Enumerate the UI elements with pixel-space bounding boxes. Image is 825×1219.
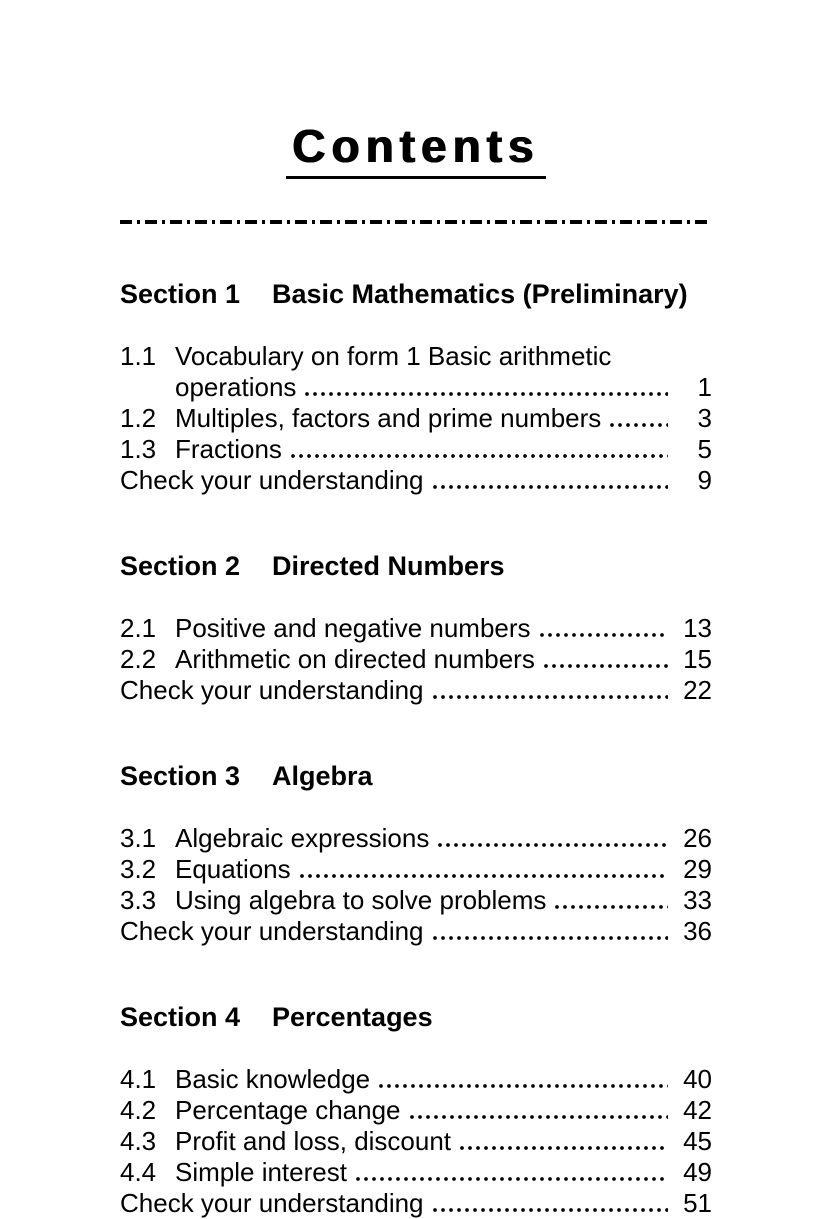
leader-dots bbox=[608, 403, 668, 434]
toc-entry bbox=[120, 1095, 712, 1126]
entry-title: Equations bbox=[175, 853, 291, 884]
entry-page: 1 bbox=[697, 371, 712, 402]
entry-page: 40 bbox=[683, 1063, 712, 1094]
section-title: Percentages bbox=[272, 1001, 433, 1032]
check-understanding-entry bbox=[120, 916, 712, 947]
entry-page: 13 bbox=[683, 612, 712, 643]
toc-section-4 bbox=[120, 1001, 712, 1219]
toc-entry bbox=[120, 823, 712, 854]
entry-title: Check your understanding bbox=[120, 674, 424, 705]
entry-title: Check your understanding bbox=[120, 464, 424, 495]
entry-title: Using algebra to solve problems bbox=[175, 884, 547, 915]
entry-number: 4.2 bbox=[120, 1094, 157, 1125]
leader-dots bbox=[542, 644, 668, 675]
toc-entry bbox=[120, 1064, 712, 1095]
leader-dots bbox=[553, 885, 668, 916]
entry-title: Fractions bbox=[175, 433, 282, 464]
entry-title: Percentage change bbox=[175, 1094, 401, 1125]
toc-entry bbox=[120, 341, 712, 372]
leader-dots bbox=[408, 1095, 668, 1126]
toc-section-3 bbox=[120, 760, 712, 947]
entry-number: 3.1 bbox=[120, 822, 157, 853]
page-title: Contents bbox=[286, 119, 545, 179]
title-block bbox=[120, 88, 712, 210]
leader-dots bbox=[298, 854, 668, 885]
entry-number: 1.3 bbox=[120, 433, 157, 464]
entry-title: Arithmetic on directed numbers bbox=[175, 643, 535, 674]
section-heading bbox=[120, 1001, 712, 1033]
leader-dots bbox=[431, 1188, 668, 1219]
leader-dots bbox=[431, 916, 668, 947]
entry-number: 4.1 bbox=[120, 1063, 157, 1094]
leader-dots bbox=[377, 1064, 668, 1095]
entry-page: 22 bbox=[683, 674, 712, 705]
toc-entry bbox=[120, 854, 712, 885]
entry-page: 51 bbox=[683, 1187, 712, 1218]
toc-entry bbox=[120, 434, 712, 465]
leader-dots bbox=[538, 613, 668, 644]
entry-title-continuation: operations bbox=[175, 371, 297, 402]
section-heading bbox=[120, 760, 712, 792]
section-title: Algebra bbox=[272, 760, 373, 791]
leader-dots bbox=[431, 675, 668, 706]
entry-title: Check your understanding bbox=[120, 915, 424, 946]
entry-number: 3.2 bbox=[120, 853, 157, 884]
entry-number: 1.1 bbox=[120, 340, 157, 371]
entry-number: 2.1 bbox=[120, 612, 157, 643]
entry-title: Positive and negative numbers bbox=[175, 612, 531, 643]
entry-page: 29 bbox=[683, 853, 712, 884]
entry-page: 9 bbox=[697, 464, 712, 495]
check-understanding-entry bbox=[120, 675, 712, 706]
section-heading bbox=[120, 550, 712, 582]
entry-page: 15 bbox=[683, 643, 712, 674]
toc-section-2 bbox=[120, 550, 712, 706]
toc-entry bbox=[120, 1157, 712, 1188]
toc-entry bbox=[120, 1126, 712, 1157]
toc-entry bbox=[120, 403, 712, 434]
entry-page: 36 bbox=[683, 915, 712, 946]
section-number: Section 4 bbox=[120, 1001, 241, 1032]
toc-entry bbox=[120, 644, 712, 675]
entry-number: 3.3 bbox=[120, 884, 157, 915]
entry-number: 4.4 bbox=[120, 1156, 157, 1187]
section-entries bbox=[120, 1064, 712, 1219]
entry-title: Simple interest bbox=[175, 1156, 347, 1187]
entry-page: 45 bbox=[683, 1125, 712, 1156]
leader-dots bbox=[354, 1157, 668, 1188]
entry-number: 4.3 bbox=[120, 1125, 157, 1156]
entry-title: Profit and loss, discount bbox=[175, 1125, 452, 1156]
entry-page: 5 bbox=[697, 433, 712, 464]
entry-number: 1.2 bbox=[120, 402, 157, 433]
entry-page: 26 bbox=[683, 822, 712, 853]
toc-entry bbox=[120, 613, 712, 644]
entry-page: 49 bbox=[683, 1156, 712, 1187]
entry-page: 42 bbox=[683, 1094, 712, 1125]
entry-number: 2.2 bbox=[120, 643, 157, 674]
entry-title: Basic knowledge bbox=[175, 1063, 371, 1094]
leader-dots bbox=[436, 823, 668, 854]
entry-title: Check your understanding bbox=[120, 1187, 424, 1218]
entry-title: Multiples, factors and prime numbers bbox=[175, 402, 602, 433]
section-title: Basic Mathematics (Preliminary) bbox=[272, 278, 688, 309]
leader-dots bbox=[431, 465, 668, 496]
check-understanding-entry bbox=[120, 465, 712, 496]
check-understanding-entry bbox=[120, 1188, 712, 1219]
section-title: Directed Numbers bbox=[272, 550, 505, 581]
leader-dots bbox=[289, 434, 668, 465]
section-number: Section 2 bbox=[120, 550, 241, 581]
toc-entry-continuation bbox=[120, 372, 712, 403]
leader-dots bbox=[303, 372, 668, 403]
entry-page: 33 bbox=[683, 884, 712, 915]
entry-title: Algebraic expressions bbox=[175, 822, 430, 853]
dash-dot-rule bbox=[120, 220, 712, 224]
leader-dots bbox=[458, 1126, 668, 1157]
toc-section-1 bbox=[120, 278, 712, 496]
section-number: Section 3 bbox=[120, 760, 241, 791]
section-entries bbox=[120, 341, 712, 496]
entry-title: Vocabulary on form 1 Basic arithmetic bbox=[175, 340, 612, 371]
section-number: Section 1 bbox=[120, 278, 241, 309]
entry-page: 3 bbox=[697, 402, 712, 433]
section-heading bbox=[120, 278, 712, 310]
section-entries bbox=[120, 823, 712, 947]
section-entries bbox=[120, 613, 712, 706]
toc-entry bbox=[120, 885, 712, 916]
